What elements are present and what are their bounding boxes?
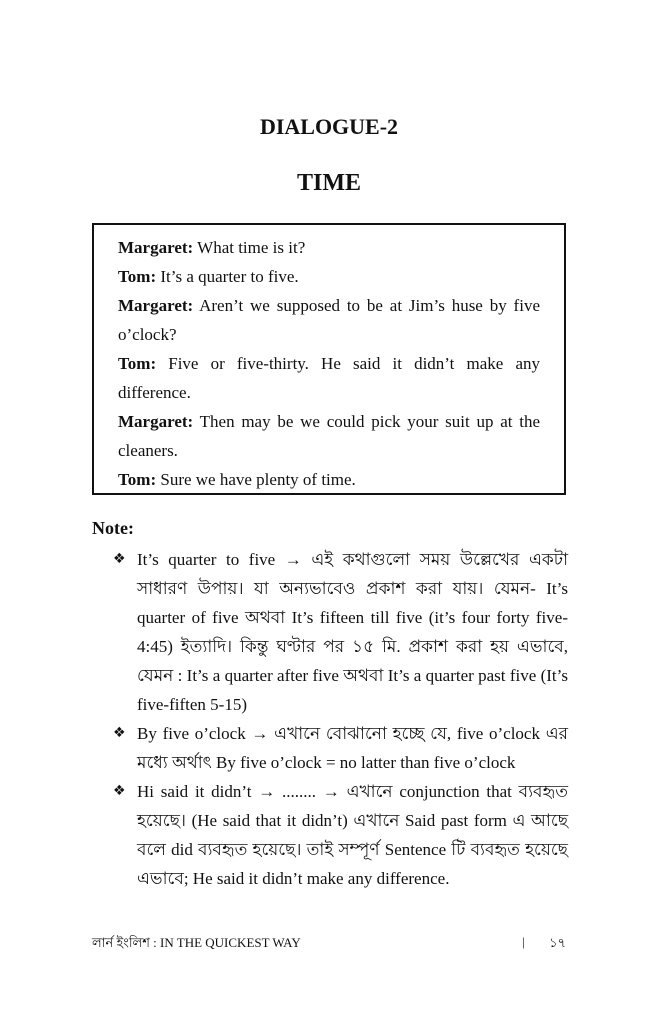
dialogue-text: It’s a quarter to five. [156,267,299,286]
note-item [112,777,568,893]
dialogue-text: What time is it? [193,238,306,257]
speaker-name: Margaret: [118,412,194,431]
note-item [112,545,568,719]
note-list [112,545,568,893]
diamond-bullet-icon: ❖ [113,725,126,741]
note-text: It’s quarter to five → এই কথাগুলো সময় উল্লেখের একটা সাধারণ উপায়। যা অন্যভাবেও প্রকাশ করা যায়। যেমন- It’s quarter of five অথবা It’s fifteen till five (it’s four forty five- 4:45) ইত্যাদি। কিন্তু ঘণ্টার পর ১৫ মি. প্রকাশ করা হয় এভাবে, যেমন : It’s a quarter after five অথবা It’s a quarter past five (It’s five-fiften 5-15) [137,550,568,714]
diamond-bullet-icon: ❖ [113,551,126,567]
dialogue-line [118,291,540,349]
speaker-name: Margaret: [118,238,194,257]
page-footer [92,934,566,954]
note-text: By five o’clock → এখানে বোঝানো হচ্ছে যে, five o’clock এর মধ্যে অর্থাৎ By five o’clock = no latter than five o’clock [137,724,568,772]
note-text: Hi said it didn’t → ........ → এখানে conjunction that ব্যবহৃত হয়েছে। (He said that it didn’t) এখানে Said past form এ আছে বলে did ব্যবহৃত হয়েছে। তাই সম্পূর্ণ Sentence টি ব্যবহৃত হয়েছে এভাবে; He said it didn’t make any difference. [137,782,568,888]
page-subtitle: TIME [296,170,361,196]
page-title: DIALOGUE-2 [259,114,399,139]
speaker-name: Tom: [118,354,157,373]
diamond-bullet-icon: ❖ [113,783,126,799]
dialogue-line [118,349,540,407]
dialogue-text: Sure we have plenty of time. [156,470,356,489]
dialogue-line [118,233,540,262]
dialogue-text: Aren’t we supposed to be at Jim’s huse by five o’clock? [118,296,540,344]
speaker-name: Margaret: [118,296,194,315]
dialogue-box [92,223,566,495]
speaker-name: Tom: [118,470,157,489]
dialogue-line [118,465,540,494]
note-title: Note: [92,518,134,538]
note-item [112,719,568,777]
page-number: ১৭ [549,935,566,950]
dialogue-line [118,262,540,291]
dialogue-line [118,407,540,465]
dialogue-text: Then may be we could pick your suit up at the cleaners. [118,412,540,460]
speaker-name: Tom: [118,267,157,286]
footer-separator: | [522,934,525,949]
footer-book-title: লার্ন ইংলিশ : IN THE QUICKEST WAY [92,935,301,950]
dialogue-text: Five or five-thirty. He said it didn’t make any difference. [118,354,540,402]
